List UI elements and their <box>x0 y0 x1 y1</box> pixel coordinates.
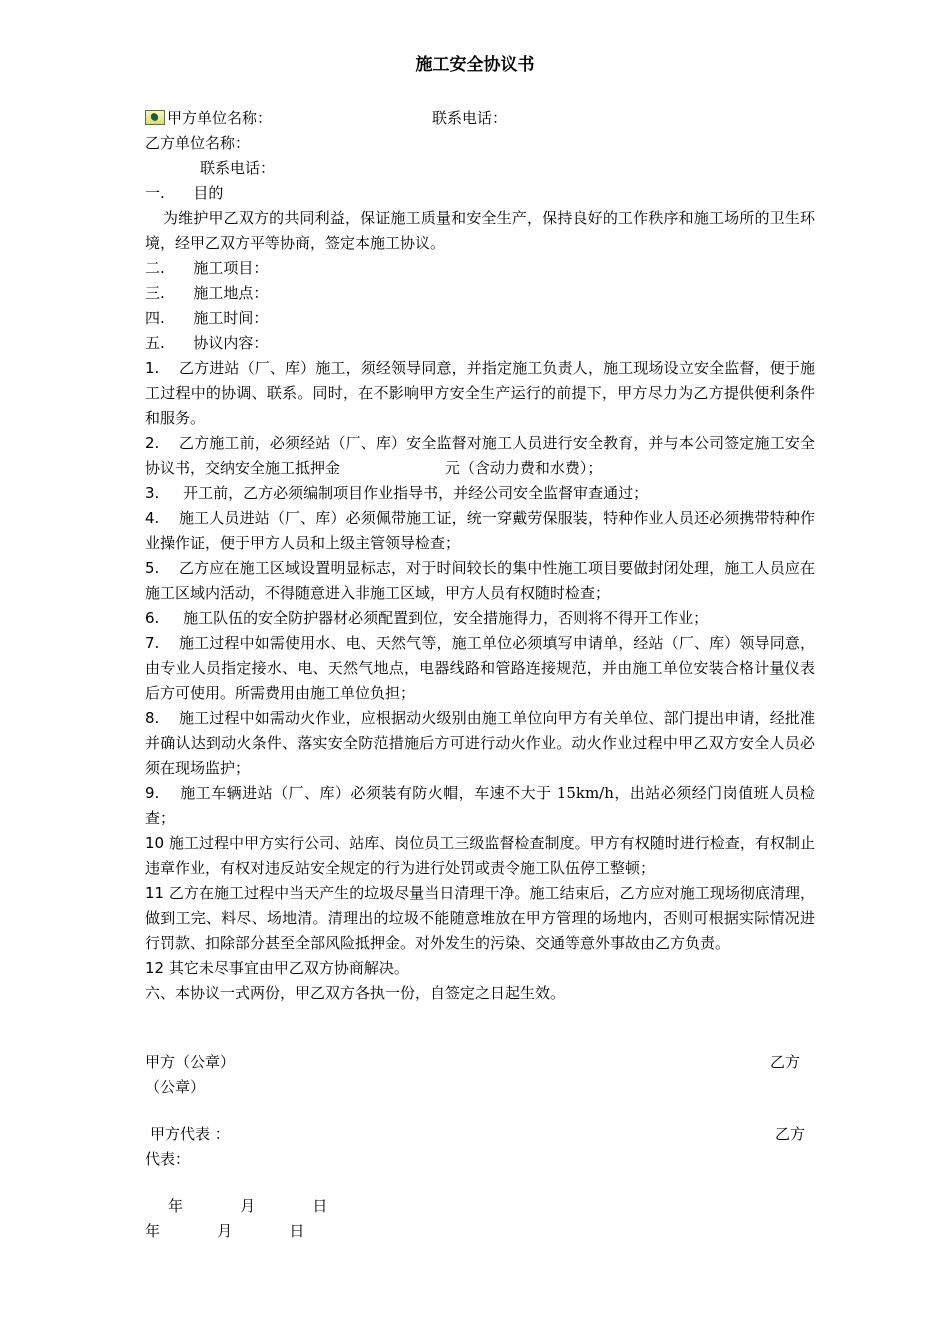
purpose-paragraph: 为维护甲乙双方的共同利益，保证施工质量和安全生产，保持良好的工作秩序和施工场所的卫生环境，经甲乙双方平等协商，签定本施工协议。 <box>145 209 815 252</box>
section-location-heading: 三. 施工地点： <box>145 284 269 302</box>
document-body <box>145 106 815 1006</box>
party-b-rep-label-1: 乙方 <box>775 1125 806 1143</box>
document-icon <box>145 110 165 125</box>
party-b-name-label: 乙方单位名称： <box>145 134 251 152</box>
party-a-rep-label: 甲方代表 ： <box>150 1125 230 1143</box>
party-b-rep-label-2: 代表： <box>145 1150 191 1168</box>
clause-4: 4. 施工人员进站（厂、库）必须佩带施工证，统一穿戴劳保服装，特种作业人员还必须携带特种作业操作证，便于甲方人员和上级主管领导检查； <box>145 509 815 552</box>
document-title: 施工安全协议书 <box>415 55 535 75</box>
party-b-seal-label-1: 乙方 <box>770 1053 801 1071</box>
clause-1: 1. 乙方进站（厂、库）施工，须经领导同意，并指定施工负责人，施工现场设立安全监督，便于施工过程中的协调、联系。同时，在不影响甲方安全生产运行的前提下，甲方尽力为乙方提供便利条件和服务。 <box>145 359 815 427</box>
clause-6: 6. 施工队伍的安全防护器材必须配置到位，安全措施得力，否则将不得开工作业； <box>145 609 709 627</box>
party-a-seal-label: 甲方（公章） <box>145 1053 236 1071</box>
clause-5: 5. 乙方应在施工区域设置明显标志，对于时间较长的集中性施工项目要做封闭处理，施工人员应在施工区域内活动，不得随意进入非施工区域，甲方人员有权随时检查； <box>145 559 815 602</box>
party-b-date: 年 月 日 <box>145 1222 305 1240</box>
clause-11: 11 乙方在施工过程中当天产生的垃圾尽量当日清理干净。施工结束后，乙方应对施工现场彻底清理，做到工完、料尽、场地清。清理出的垃圾不能随意堆放在甲方管理的场地内，否则可根据实际情况进行罚款、扣除部分甚至全部风险抵押金。对外发生的污染、交通等意外事故由乙方负责。 <box>145 884 815 952</box>
phone-a-label: 联系电话： <box>432 109 508 127</box>
party-a-line <box>145 106 815 131</box>
party-b-seal-label-2: （公章） <box>145 1078 206 1096</box>
clause-12: 12 其它未尽事宜由甲乙双方协商解决。 <box>145 959 409 977</box>
section-purpose-heading: 一. 目的 <box>145 184 224 202</box>
party-a-date: 年 月 日 <box>168 1197 328 1215</box>
clause-10: 10 施工过程中甲方实行公司、站库、岗位员工三级监督检查制度。甲方有权随时进行检查，有权制止违章作业，有权对违反站安全规定的行为进行处罚或责令施工队伍停工整顿； <box>145 834 815 877</box>
clause-9: 9. 施工车辆进站（厂、库）必须装有防火帽，车速不大于 15km/h，出站必须经门岗值班人员检查； <box>145 784 815 827</box>
party-a-name-label: 甲方单位名称： <box>167 109 273 127</box>
clause-8: 8. 施工过程中如需动火作业，应根据动火级别由施工单位向甲方有关单位、部门提出申请，经批准并确认达到动火条件、落实安全防范措施后方可进行动火作业。动火作业过程中甲乙双方安全人员必须在现场监护； <box>145 709 815 777</box>
section-content-heading: 五. 协议内容： <box>145 334 269 352</box>
clause-3: 3. 开工前，乙方必须编制项目作业指导书，并经公司安全监督审查通过； <box>145 484 649 502</box>
section-project-heading: 二. 施工项目： <box>145 259 269 277</box>
phone-b-label: 联系电话： <box>200 159 276 177</box>
clause-7: 7. 施工过程中如需使用水、电、天然气等，施工单位必须填写申请单，经站（厂、库）领导同意，由专业人员指定接水、电、天然气地点，电器线路和管路连接规范，并由施工单位安装合格计量仪表后方可使用。所需费用由施工单位负担； <box>145 634 815 702</box>
section-time-heading: 四. 施工时间： <box>145 309 269 327</box>
section-effective-heading: 六、本协议一式两份，甲乙双方各执一份，自签定之日起生效。 <box>145 984 566 1002</box>
clause-2: 2. 乙方施工前，必须经站（厂、库）安全监督对施工人员进行安全教育，并与本公司签定施工安全协议书，交纳安全施工抵押金 元（含动力费和水费）； <box>145 434 815 477</box>
